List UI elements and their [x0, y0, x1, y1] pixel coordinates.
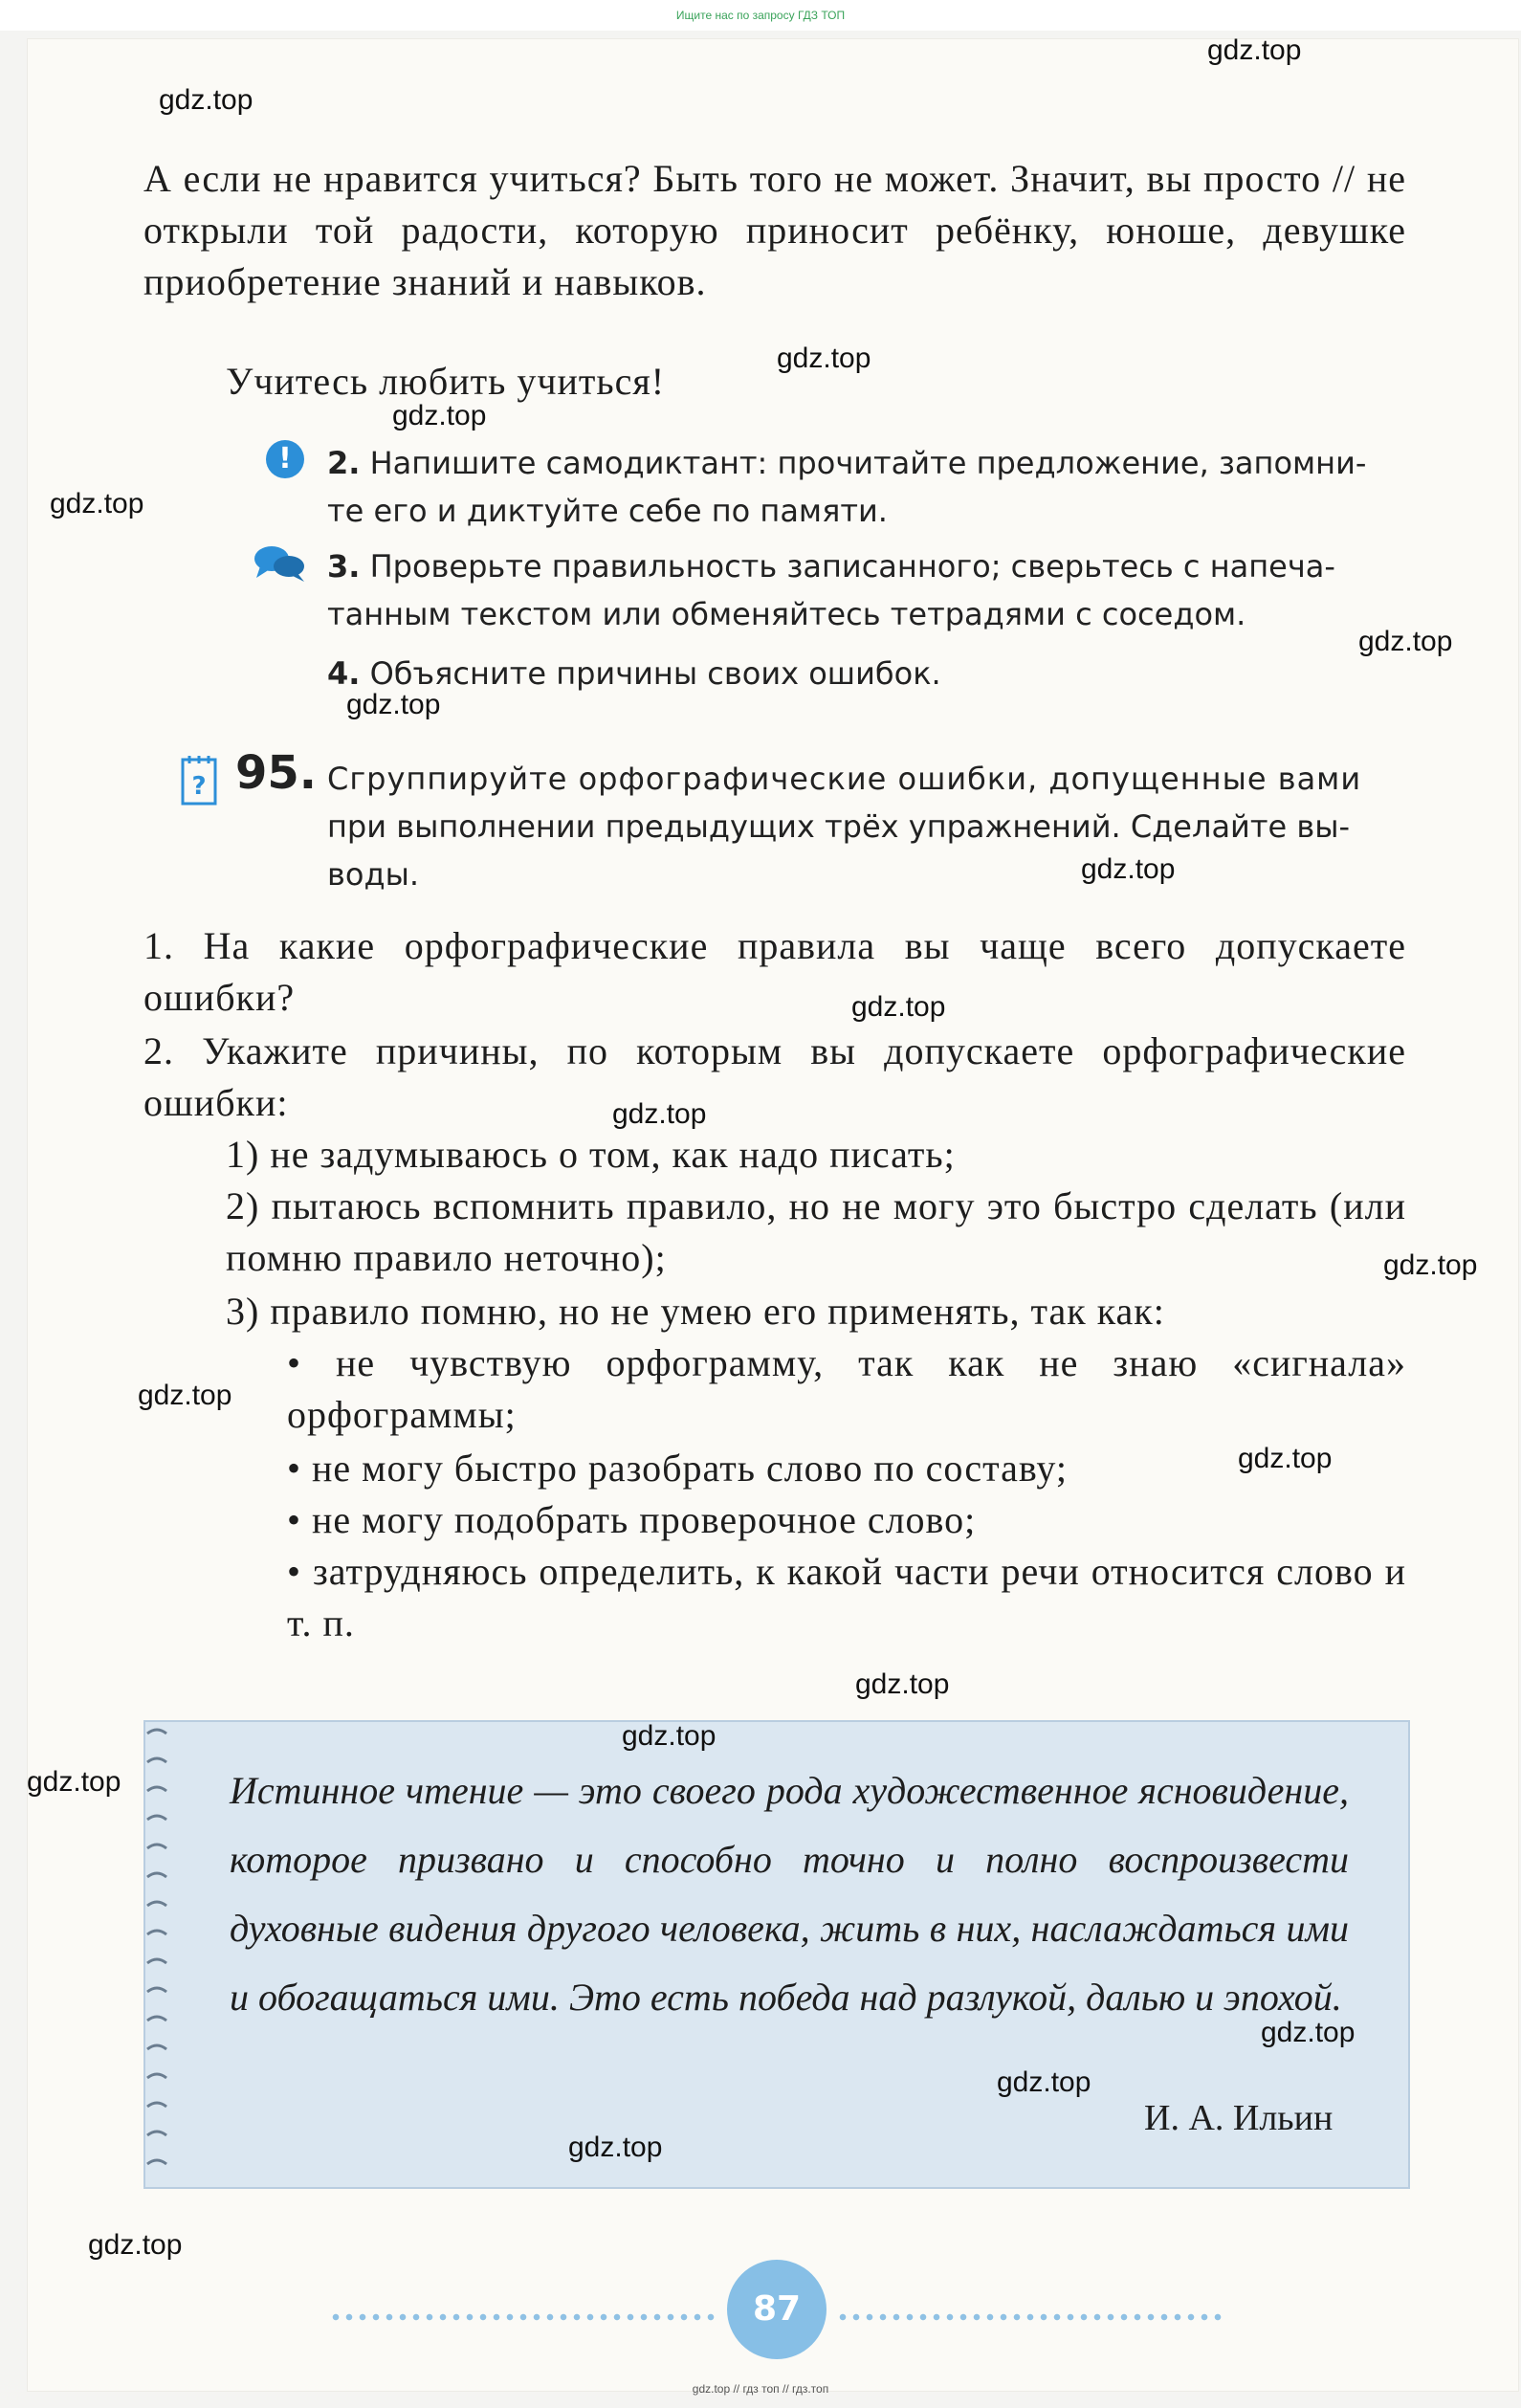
watermark: gdz.top	[346, 689, 441, 720]
task-3-number: 3.	[327, 548, 361, 585]
task-2-text-1: Напишите самодиктант: прочитайте предложение, запомни-	[369, 445, 1367, 481]
call-to-action: Учитесь любить учиться!	[226, 360, 666, 403]
watermark: gdz.top	[50, 488, 144, 519]
task-3-line-1	[327, 543, 1335, 589]
watermark: gdz.top	[88, 2229, 183, 2261]
watermark: gdz.top	[1238, 1443, 1333, 1474]
intro-paragraph: А если не нравится учиться? Быть того не может. Значит, вы просто // не открыли той радости, которую приносит ребёнку, юноше, девушке приобретение знаний и навыков.	[143, 157, 1406, 303]
quote-text: Истинное чтение — это своего рода художественное ясновидение, которое призвано и способно точно и полно воспроизвести духовные видения другого человека, жить в них, наслаждаться ими и обогащаться ими. Это есть победа над разлукой, далью и эпохой.	[230, 1769, 1349, 2019]
task-4-number: 4.	[327, 655, 361, 692]
bullet-1: • не чувствую орфограмму, так как не знаю «сигнала» орфограммы;	[287, 1341, 1406, 1436]
watermark: gdz.top	[777, 342, 871, 374]
watermark: gdz.top	[1081, 853, 1176, 885]
bullet-3: • не могу подобрать проверочное слово;	[287, 1498, 977, 1541]
watermark: gdz.top	[1207, 34, 1302, 66]
exercise-number: 95.	[235, 746, 318, 800]
dotted-divider-right	[836, 2313, 1224, 2321]
question-1: 1. На какие орфографические правила вы чаще всего допускаете ошибки?	[143, 924, 1406, 1019]
reason-1: 1) не задумываюсь о том, как надо писать;	[226, 1133, 956, 1176]
watermark: gdz.top	[27, 1766, 121, 1798]
svg-text:?: ?	[191, 772, 207, 801]
task-2-line-2: те его и диктуйте себе по памяти.	[327, 493, 888, 529]
watermark: gdz.top	[138, 1380, 232, 1411]
watermark: gdz.top	[622, 1720, 716, 1752]
watermark: gdz.top	[159, 84, 254, 116]
page-number-badge: 87	[727, 2260, 827, 2359]
question-2: 2. Укажите причины, по которым вы допускаете орфографические ошибки:	[143, 1029, 1406, 1124]
task-2-number: 2.	[327, 445, 361, 481]
exclamation-icon: !	[266, 440, 304, 478]
dotted-divider-left	[329, 2313, 717, 2321]
watermark: gdz.top	[855, 1668, 950, 1700]
exercise-line-1: Сгруппируйте орфографические ошибки, допущенные вами	[327, 761, 1362, 797]
exercise-line-3: воды.	[327, 856, 419, 893]
chat-bubbles-icon	[253, 543, 306, 585]
task-3-text-1: Проверьте правильность записанного; сверьтесь с напеча-	[369, 548, 1335, 585]
reason-2: 2) пытаюсь вспомнить правило, но не могу это быстро сделать (или помню правило неточно);	[226, 1184, 1406, 1279]
question-notebook-icon	[180, 754, 218, 807]
notebook-spiral-decoration	[143, 1722, 172, 2191]
bullet-2: • не могу быстро разобрать слово по составу;	[287, 1447, 1069, 1490]
top-banner[interactable]: Ищите нас по запросу ГДЗ ТОП	[0, 0, 1521, 31]
watermark: gdz.top	[568, 2132, 663, 2163]
footer-links[interactable]: gdz.top // гдз топ // гдз.топ	[692, 2382, 829, 2396]
exercise-line-2: при выполнении предыдущих трёх упражнений. Сделайте вы-	[327, 808, 1351, 845]
task-4-text: Объясните причины своих ошибок.	[369, 655, 941, 692]
watermark: gdz.top	[1358, 626, 1453, 657]
reason-3: 3) правило помню, но не умею его применять, так как:	[226, 1290, 1165, 1333]
quote-author: И. А. Ильин	[1144, 2098, 1334, 2138]
watermark: gdz.top	[1383, 1249, 1478, 1281]
watermark: gdz.top	[612, 1098, 707, 1130]
task-2-line-1	[327, 440, 1366, 486]
bullet-4: • затрудняюсь определить, к какой части речи относится слово и т. п.	[287, 1550, 1406, 1645]
watermark: gdz.top	[997, 2066, 1091, 2098]
watermark: gdz.top	[392, 400, 487, 431]
watermark: gdz.top	[1261, 2017, 1356, 2048]
watermark: gdz.top	[851, 991, 946, 1023]
task-3-line-2: танным текстом или обменяйтесь тетрадями с соседом.	[327, 596, 1246, 632]
